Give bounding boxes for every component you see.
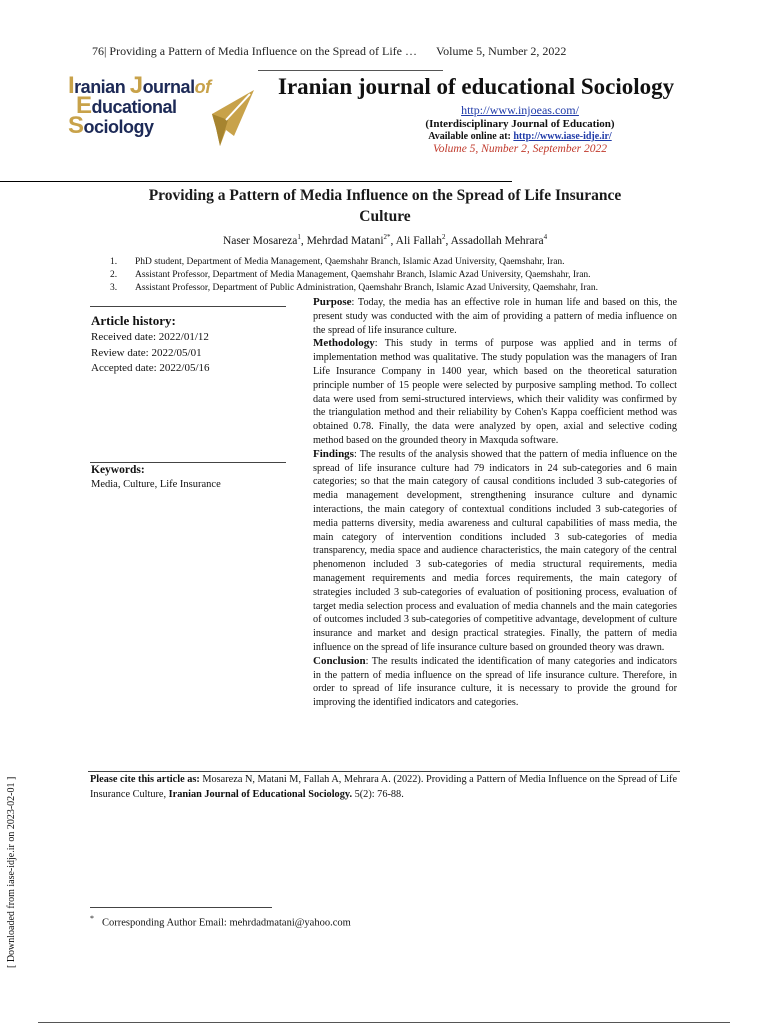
online-url-link[interactable]: http://www.iase-idje.ir/ [513, 131, 612, 142]
author: Ali Fallah [395, 234, 442, 247]
affiliation-item: 1. PhD student, Department of Media Management, Qaemshahr Branch, Islamic Azad University, Qaemshahr, Iran. [110, 257, 565, 267]
abstract [313, 296, 677, 710]
journal-subtitle: (Interdisciplinary Journal of Education) [425, 118, 615, 130]
keywords-text: Media, Culture, Life Insurance [91, 479, 221, 490]
journal-url-row [320, 101, 720, 119]
citation: Please cite this article as: Mosareza N, Matani M, Fallah A, Mehrara A. (2022). Providing a Pattern of Media Influence on the Spread of Life Insurance Culture, Iranian Journal of Educational Sociology. 5(2): 76-88. [90, 774, 678, 800]
history-rule [90, 306, 286, 307]
abstract-purpose: Purpose: Today, the media has an effective role in human life and based on this, the present study was conducted with the aim of providing a pattern of media influence on the spread of life insurance culture. [313, 296, 677, 336]
footnote: * Corresponding Author Email: mehrdadmatani@yahoo.com [90, 914, 351, 929]
review-date: Review date: 2022/05/01 [91, 347, 202, 359]
running-head-volume: Volume 5, Number 2, 2022 [435, 44, 567, 58]
author-list: Naser Mosareza$^1$, Mehrdad Matani$^{2*}$, Ali Fallah$^2$, Assadollah Mehrara$^4$ [222, 233, 548, 247]
paper-title: Providing a Pattern of Media Influence on the Spread of Life Insurance Culture [148, 187, 622, 225]
keywords-rule [90, 462, 286, 463]
issue-info: Volume 5, Number 2, September 2022 [432, 143, 608, 155]
abstract-findings: Findings: The results of the analysis showed that the pattern of media influence on the spread of life insurance culture had 79 indicators in 24 sub-categories and 6 main categories; so that the main category of causal conditions included 3 sub-categories of media management development, strengthening insurance culture and dynamic interactions, the main category of contextual conditions included 3 sub-categories of media patterns diversity, media awareness and cultural capabilities of mass media, the main category of intervention conditions included 3 sub-categories of media transparency, media space and audience characteristics, the main category of the central phenomenon included 3 sub-categories of media structural requirements, media management requirements and media forces requirements, the main category of strategies included 3 sub-categories of evaluation of positioning process, evaluation of target media selection process and evaluation of media channels and the main categories of outcomes included 3 sub-categories of competitive advantage, development of culture insurance and market and design practical strategies. Finally, the pattern of media influence on the spread of life insurance culture based on grounded theory was drawn. [313, 447, 677, 653]
affiliation-item: 3. Assistant Professor, Department of Public Administration, Qaemshahr Branch, Islamic Azad University, Qaemshahr, Iran. [110, 283, 598, 293]
received-date: Received date: 2022/01/12 [91, 331, 209, 343]
journal-url-link[interactable]: http://www.injoeas.com/ [461, 103, 579, 117]
affiliations [110, 256, 670, 295]
header-rule [258, 70, 443, 71]
history-title: Article history: [91, 313, 176, 328]
abstract-conclusion: Conclusion: The results indicated the identification of many categories and indicators in the pattern of media influence on the spread of life insurance culture. Therefore, in order to spread of life insurance culture, it is necessary to provide the ground for improving the identified indicators and categories. [313, 654, 677, 709]
page-bottom-rule [38, 1022, 730, 1023]
running-head [92, 44, 566, 59]
footnote-rule [90, 907, 272, 908]
accepted-date: Accepted date: 2022/05/16 [91, 362, 210, 374]
journal-logo: Iranian Journalof Educational Sociology [68, 76, 278, 156]
author: Mehrdad Matani [306, 234, 384, 247]
affiliation-item: 2. Assistant Professor, Department of Media Management, Qaemshahr Branch, Islamic Azad University, Qaemshahr, Iran. [110, 270, 591, 280]
author: Assadollah Mehrara [450, 234, 544, 247]
author: Naser Mosareza [222, 234, 298, 247]
running-head-title: 76| Providing a Pattern of Media Influence on the Spread of Life … [92, 44, 417, 58]
title-rule [0, 181, 512, 182]
available-online: Available online at: http://www.iase-idje.ir/ [428, 131, 612, 142]
keywords-title: Keywords: [91, 464, 145, 476]
abstract-methodology: Methodology: This study in terms of purpose was applied and in terms of implementation method was qualitative. The study population was the managers of Iran Life Insurance Company in 1400 year, which based on the theoretical saturation principle number of 15 people were selected by purposive sampling method. To collect data were used from semi-structured interviews, which their validity was confirmed by the triangulation method and their reliability by Cohen's Kappa coefficient method was obtained 0.78. Finally, the data were analyzed by open, axial and selective coding method based on the grounded theory in Maxquda software. [313, 337, 677, 446]
pen-nib-icon [198, 84, 258, 154]
journal-title: Iranian journal of educational Sociology [278, 74, 675, 99]
download-note: [ Downloaded from iase-idje.ir on 2023-02-01 ] [6, 776, 17, 968]
